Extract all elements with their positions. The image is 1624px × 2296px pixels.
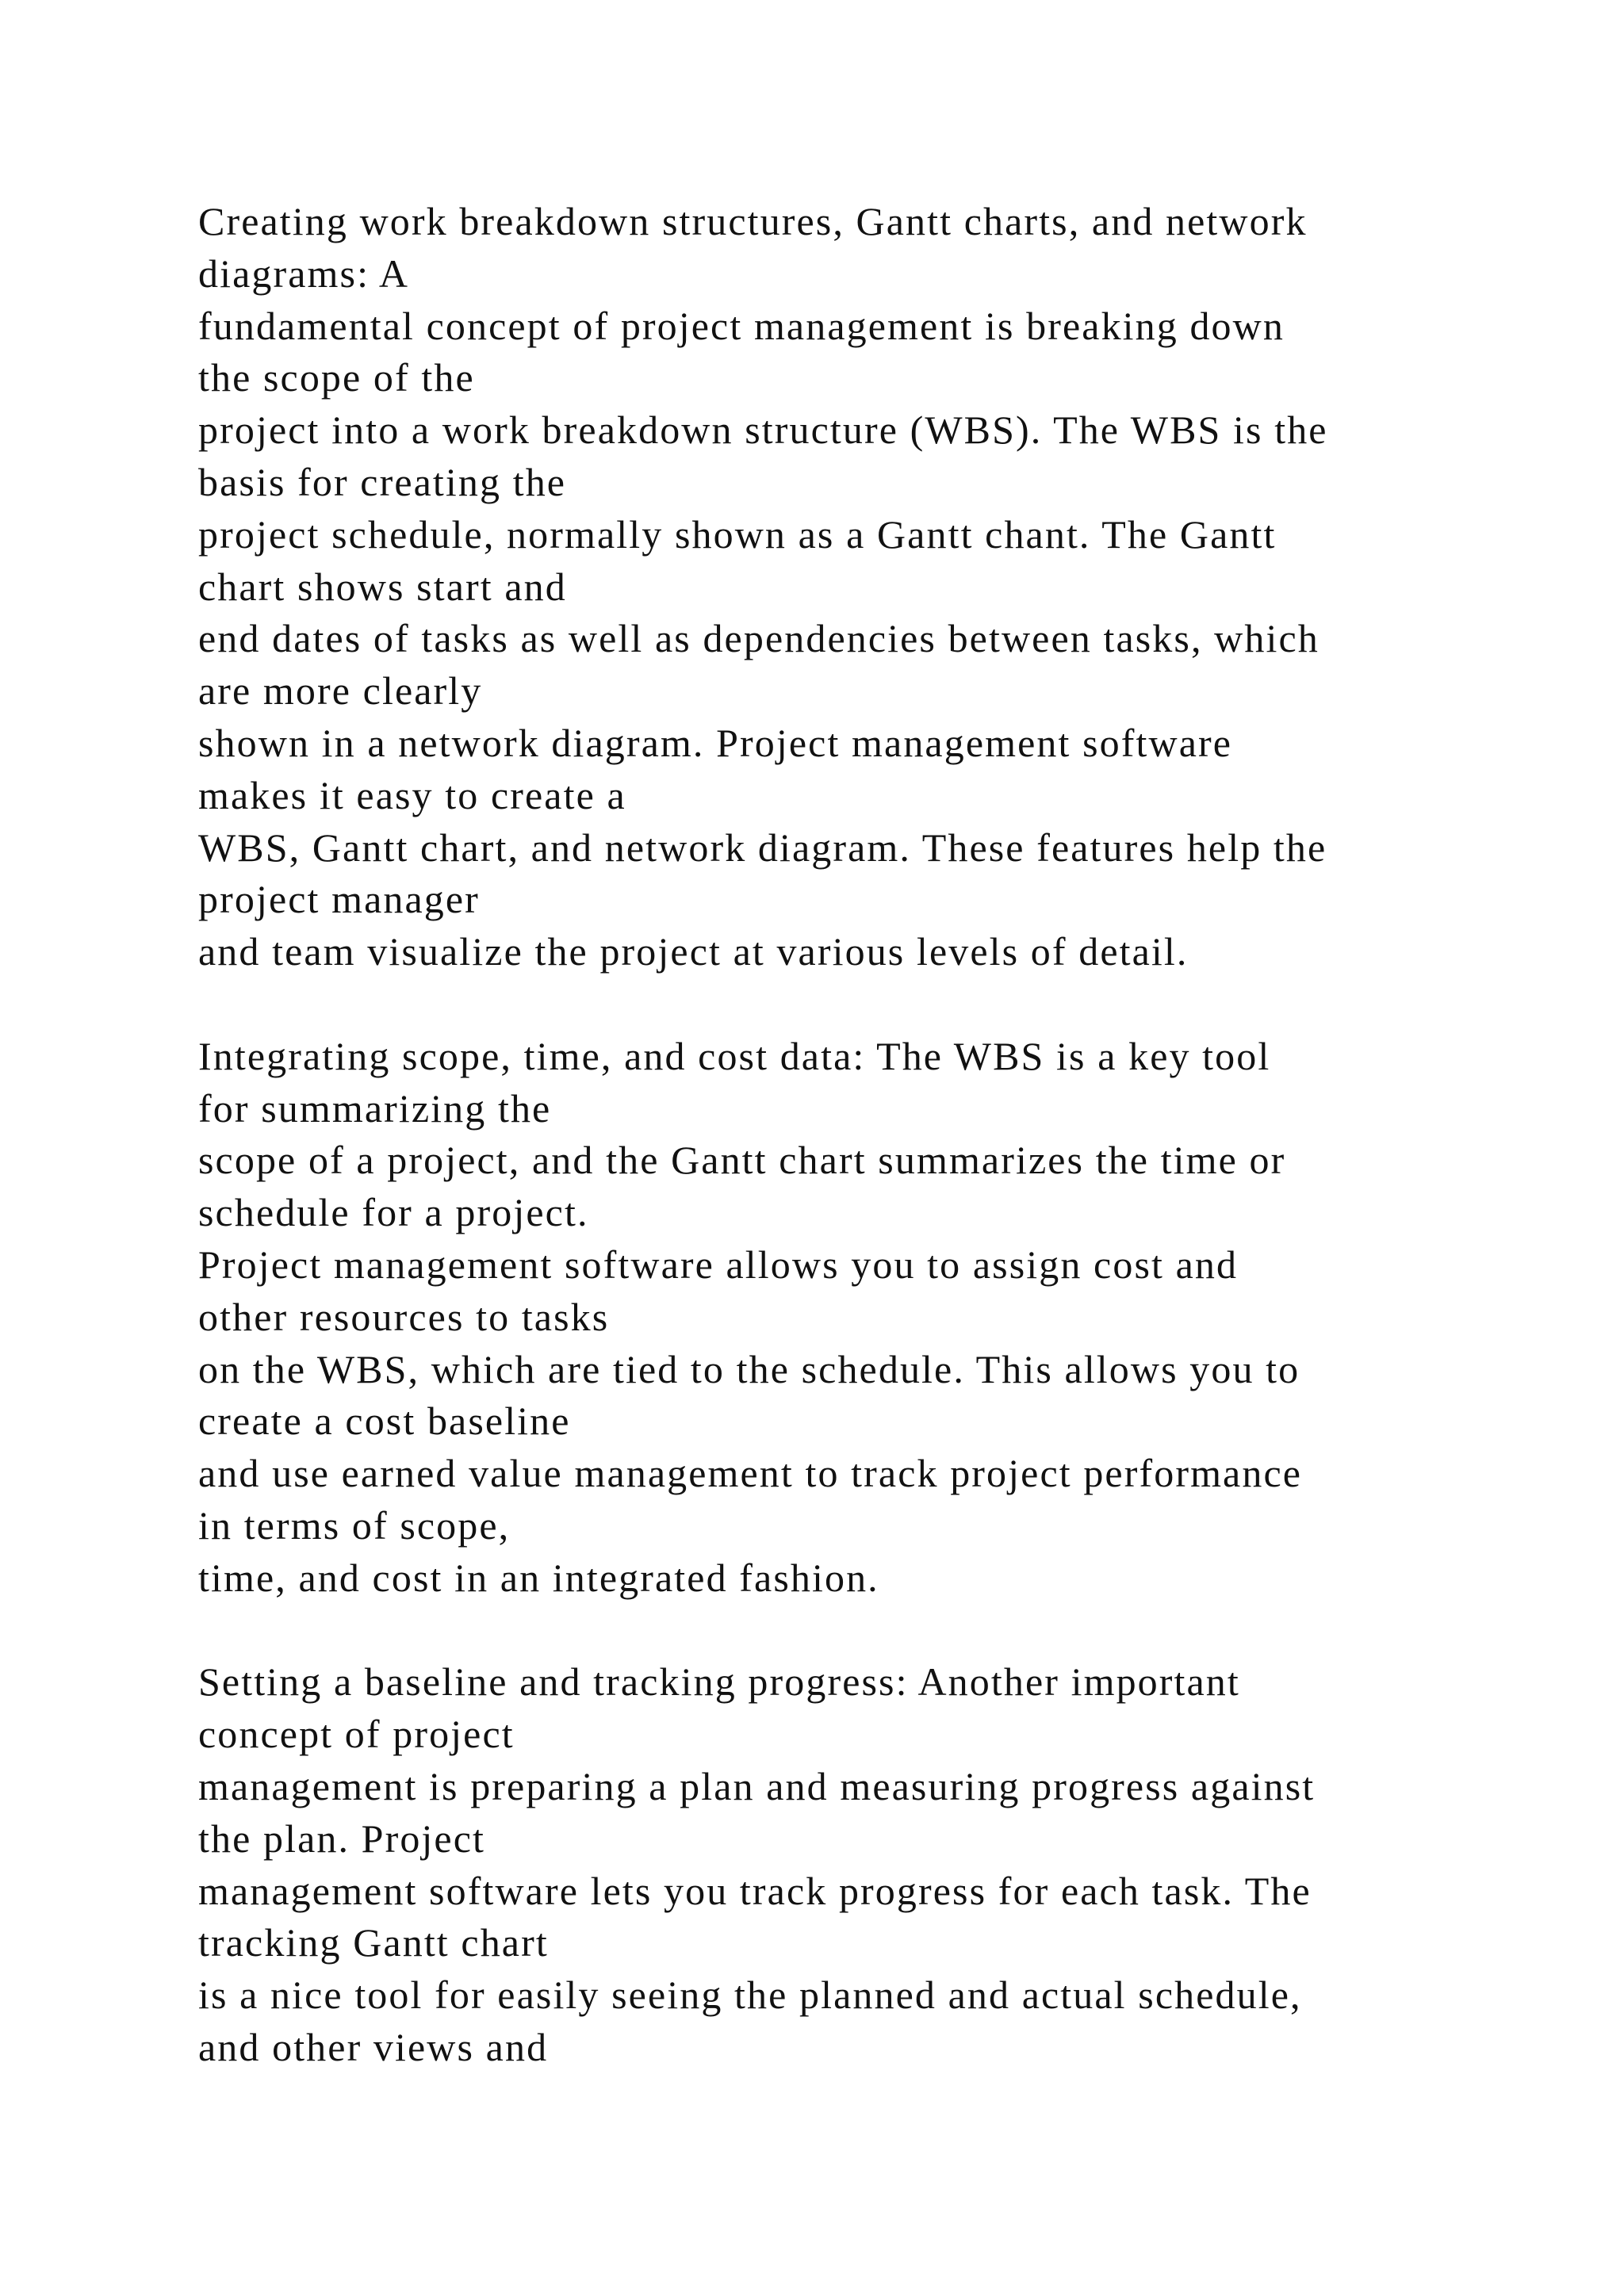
text-line: basis for creating the — [198, 459, 567, 504]
text-line: end dates of tasks as well as dependencies between tasks, which — [198, 616, 1320, 661]
text-line: schedule for a project. — [198, 1190, 589, 1235]
text-line: time, and cost in an integrated fashion. — [198, 1555, 879, 1600]
text-line: Project management software allows you to assign cost and — [198, 1242, 1239, 1287]
text-line: makes it easy to create a — [198, 772, 626, 817]
text-line: chart shows start and — [198, 564, 567, 609]
paragraph-spacer — [198, 978, 1562, 1031]
text-line: management is preparing a plan and measuring progress against — [198, 1763, 1316, 1808]
text-line: concept of project — [198, 1712, 515, 1757]
text-line: are more clearly — [198, 668, 483, 714]
text-line: on the WBS, which are tied to the schedule. This allows you to — [198, 1346, 1300, 1391]
text-line: WBS, Gantt chart, and network diagram. These features help the — [198, 825, 1327, 870]
paragraph — [198, 196, 1562, 978]
text-line: Integrating scope, time, and cost data: The WBS is a key tool — [198, 1033, 1271, 1078]
text-line: and other views and — [198, 2024, 549, 2069]
text-line: other resources to tasks — [198, 1294, 610, 1339]
text-line: management software lets you track progress for each task. The — [198, 1868, 1312, 1913]
text-line: is a nice tool for easily seeing the planned and actual schedule, — [198, 1973, 1302, 2018]
text-line: scope of a project, and the Gantt chart summarizes the time or — [198, 1138, 1286, 1183]
text-line: create a cost baseline — [198, 1399, 571, 1444]
text-line: project into a work breakdown structure (WBS). The WBS is the — [198, 408, 1328, 453]
text-line: for summarizing the — [198, 1085, 552, 1131]
text-line: fundamental concept of project management is breaking down — [198, 303, 1285, 348]
paragraph — [198, 1656, 1562, 2073]
paragraph-spacer — [198, 1605, 1562, 1657]
document-body — [198, 196, 1562, 2074]
paragraph — [198, 1031, 1562, 1605]
text-line: the plan. Project — [198, 1816, 485, 1861]
text-line: and team visualize the project at various levels of detail. — [198, 929, 1189, 974]
text-line: and use earned value management to track project performance — [198, 1451, 1303, 1496]
text-line: the scope of the — [198, 355, 475, 400]
text-line: Creating work breakdown structures, Gantt charts, and network — [198, 199, 1308, 243]
text-line: Setting a baseline and tracking progress: Another important — [198, 1659, 1240, 1705]
text-line: in terms of scope, — [198, 1502, 511, 1548]
text-line: diagrams: A — [198, 251, 410, 296]
text-line: shown in a network diagram. Project management software — [198, 720, 1233, 765]
text-line: project schedule, normally shown as a Gantt chant. The Gantt — [198, 511, 1277, 557]
text-line: project manager — [198, 877, 480, 922]
text-line: tracking Gantt chart — [198, 1920, 549, 1965]
